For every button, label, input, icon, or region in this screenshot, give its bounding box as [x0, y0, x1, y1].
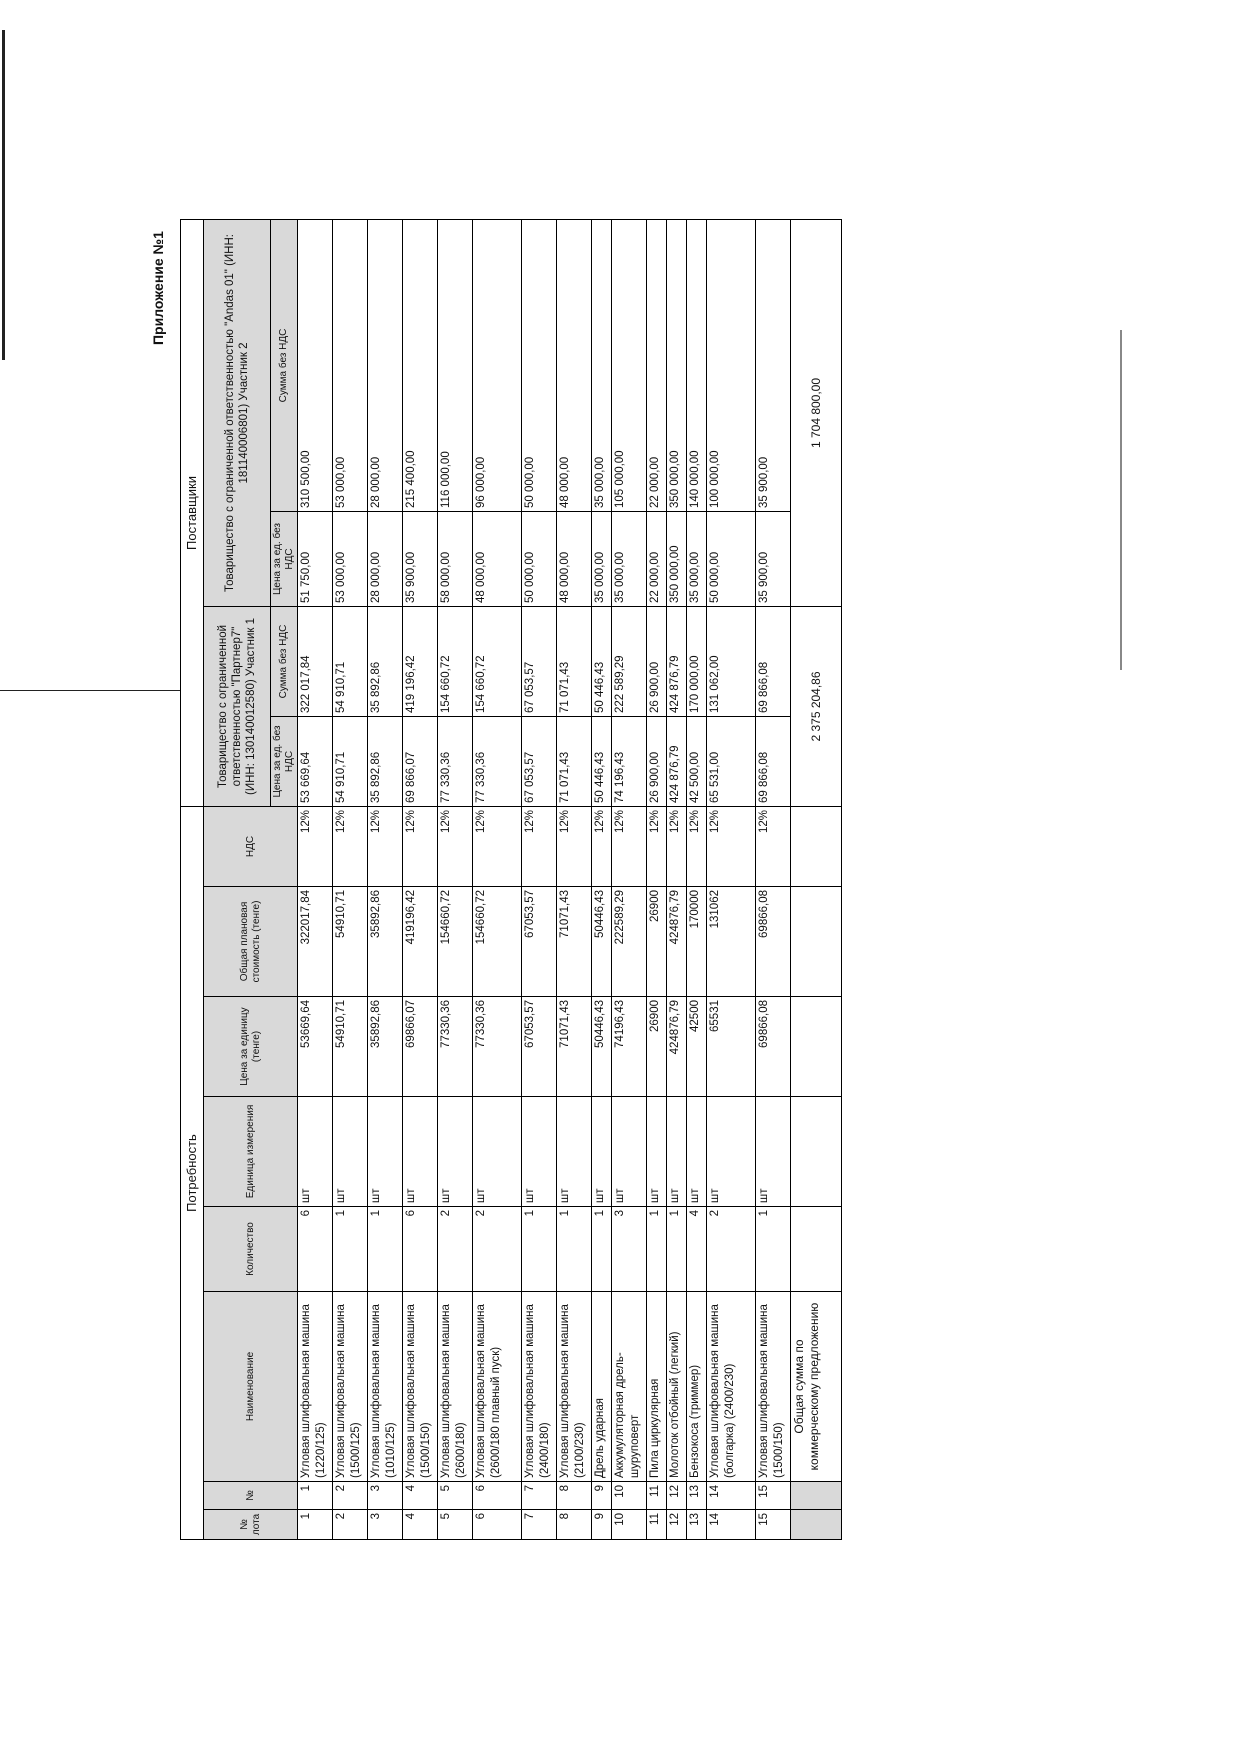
unit-price: 26900	[647, 997, 667, 1097]
supplier2-price-header: Цена за ед. без НДС	[271, 511, 298, 606]
no-cell: 7	[522, 1482, 557, 1510]
qty-cell: 2	[473, 1207, 522, 1292]
supplier1-price: 69 866,08	[756, 716, 791, 806]
totals-empty-cell	[791, 1097, 842, 1207]
unit-cell: шт	[298, 1097, 333, 1207]
item-name: Угловая шлифовальная машина (2400/180)	[522, 1292, 557, 1482]
total-cost: 69866,08	[756, 887, 791, 997]
supplier2-header: Товарищество с ограниченной ответственностью "Andas 01" (ИНН: 181140006801) Участник 2	[204, 219, 271, 606]
supplier1-price: 77 330,36	[473, 716, 522, 806]
col-price-header: Цена за единицу (тенге)	[204, 997, 298, 1097]
total-cost: 322017,84	[298, 887, 333, 997]
unit-cell: шт	[667, 1097, 687, 1207]
table-row	[612, 219, 647, 1539]
qty-cell: 6	[298, 1207, 333, 1292]
item-name: Угловая шлифовальная машина (1010/125)	[368, 1292, 403, 1482]
totals-empty-cell	[791, 887, 842, 997]
group-need-header: Потребность	[181, 806, 204, 1539]
supplier2-sum: 48 000,00	[557, 219, 592, 511]
lot-cell: 8	[557, 1510, 592, 1540]
lot-cell: 9	[592, 1510, 612, 1540]
table-row	[333, 219, 368, 1539]
item-name: Молоток отбойный (легкий)	[667, 1292, 687, 1482]
supplier2-price: 35 900,00	[403, 511, 438, 606]
supplier1-price: 71 071,43	[557, 716, 592, 806]
supplier2-total: 1 704 800,00	[791, 219, 842, 606]
unit-cell: шт	[687, 1097, 707, 1207]
supplier2-price: 48 000,00	[473, 511, 522, 606]
col-no-header: №	[204, 1482, 298, 1510]
supplier1-price: 35 892,86	[368, 716, 403, 806]
lot-cell: 6	[473, 1510, 522, 1540]
totals-lot-cell	[791, 1510, 842, 1540]
supplier1-sum: 424 876,79	[667, 606, 687, 716]
table-row	[756, 219, 791, 1539]
vat-cell: 12%	[707, 806, 756, 886]
supplier1-price-header: Цена за ед. без НДС	[271, 716, 298, 806]
unit-cell: шт	[592, 1097, 612, 1207]
supplier2-sum: 35 900,00	[756, 219, 791, 511]
supplier2-price: 48 000,00	[557, 511, 592, 606]
vat-cell: 12%	[687, 806, 707, 886]
supplier2-sum: 53 000,00	[333, 219, 368, 511]
no-cell: 1	[298, 1482, 333, 1510]
supplier1-price: 69 866,07	[403, 716, 438, 806]
vat-cell: 12%	[522, 806, 557, 886]
supplier1-sum: 35 892,86	[368, 606, 403, 716]
table-row	[592, 219, 612, 1539]
supplier1-sum: 322 017,84	[298, 606, 333, 716]
lot-cell: 13	[687, 1510, 707, 1540]
vat-cell: 12%	[756, 806, 791, 886]
supplier2-price: 51 750,00	[298, 511, 333, 606]
total-cost: 26900	[647, 887, 667, 997]
total-cost: 154660,72	[473, 887, 522, 997]
supplier1-header: Товарищество с ограниченной ответственностью "Партнер7" (ИНН: 130140012580) Участник 1	[204, 606, 271, 806]
qty-cell: 6	[403, 1207, 438, 1292]
unit-cell: шт	[647, 1097, 667, 1207]
col-unit-header: Единица измерения	[204, 1097, 298, 1207]
item-name: Угловая шлифовальная машина (болгарка) (2400/230)	[707, 1292, 756, 1482]
supplier1-sum: 67 053,57	[522, 606, 557, 716]
totals-empty-cell	[791, 806, 842, 886]
unit-price: 67053,57	[522, 997, 557, 1097]
supplier1-sum: 154 660,72	[438, 606, 473, 716]
supplier1-price: 54 910,71	[333, 716, 368, 806]
unit-price: 53669,64	[298, 997, 333, 1097]
total-cost: 131062	[707, 887, 756, 997]
totals-empty-cell	[791, 997, 842, 1097]
no-cell: 14	[707, 1482, 756, 1510]
qty-cell: 1	[368, 1207, 403, 1292]
supplier2-sum: 22 000,00	[647, 219, 667, 511]
unit-cell: шт	[522, 1097, 557, 1207]
totals-label: Общая сумма по коммерческому предложению	[791, 1292, 842, 1482]
vat-cell: 12%	[647, 806, 667, 886]
qty-cell: 1	[333, 1207, 368, 1292]
no-cell: 12	[667, 1482, 687, 1510]
total-cost: 222589,29	[612, 887, 647, 997]
table-row	[557, 219, 592, 1539]
scan-edge-mark	[1120, 330, 1122, 670]
supplier1-sum: 419 196,42	[403, 606, 438, 716]
qty-cell: 4	[687, 1207, 707, 1292]
unit-price: 77330,36	[473, 997, 522, 1097]
supplier1-total: 2 375 204,86	[791, 606, 842, 806]
supplier2-sum: 116 000,00	[438, 219, 473, 511]
supplier2-price: 53 000,00	[333, 511, 368, 606]
supplier2-sum: 35 000,00	[592, 219, 612, 511]
supplier1-sum: 222 589,29	[612, 606, 647, 716]
qty-cell: 2	[707, 1207, 756, 1292]
unit-price: 74196,43	[612, 997, 647, 1097]
vat-cell: 12%	[557, 806, 592, 886]
total-cost: 71071,43	[557, 887, 592, 997]
col-total-header: Общая плановая стоимость (тенге)	[204, 887, 298, 997]
total-cost: 419196,42	[403, 887, 438, 997]
group-suppliers-header: Поставщики	[181, 219, 204, 806]
total-cost: 54910,71	[333, 887, 368, 997]
unit-price: 69866,08	[756, 997, 791, 1097]
total-cost: 67053,57	[522, 887, 557, 997]
supplier1-sum: 54 910,71	[333, 606, 368, 716]
supplier1-price: 65 531,00	[707, 716, 756, 806]
supplier1-price: 50 446,43	[592, 716, 612, 806]
supplier2-price: 35 000,00	[612, 511, 647, 606]
table-row	[707, 219, 756, 1539]
lot-cell: 2	[333, 1510, 368, 1540]
lot-cell: 14	[707, 1510, 756, 1540]
no-cell: 15	[756, 1482, 791, 1510]
lot-cell: 5	[438, 1510, 473, 1540]
item-name: Угловая шлифовальная машина (1500/150)	[403, 1292, 438, 1482]
item-name: Аккумуляторная дрель-шуруповерт	[612, 1292, 647, 1482]
supplier2-price: 50 000,00	[522, 511, 557, 606]
unit-cell: шт	[403, 1097, 438, 1207]
comparison-table	[180, 219, 842, 1540]
no-cell: 10	[612, 1482, 647, 1510]
qty-cell: 1	[592, 1207, 612, 1292]
vat-cell: 12%	[438, 806, 473, 886]
comparison-document	[180, 220, 960, 1540]
col-qty-header: Количество	[204, 1207, 298, 1292]
unit-cell: шт	[368, 1097, 403, 1207]
item-name: Бензокоса (триммер)	[687, 1292, 707, 1482]
no-cell: 6	[473, 1482, 522, 1510]
supplier2-price: 22 000,00	[647, 511, 667, 606]
supplier1-price: 424 876,79	[667, 716, 687, 806]
total-cost: 424876,79	[667, 887, 687, 997]
lot-cell: 1	[298, 1510, 333, 1540]
item-name: Угловая шлифовальная машина (2100/230)	[557, 1292, 592, 1482]
no-cell: 2	[333, 1482, 368, 1510]
item-name: Дрель ударная	[592, 1292, 612, 1482]
total-cost: 50446,43	[592, 887, 612, 997]
vat-cell: 12%	[368, 806, 403, 886]
vat-cell: 12%	[667, 806, 687, 886]
table-row	[403, 219, 438, 1539]
lot-cell: 4	[403, 1510, 438, 1540]
table-row	[298, 219, 333, 1539]
qty-cell: 1	[647, 1207, 667, 1292]
no-cell: 9	[592, 1482, 612, 1510]
table-row	[438, 219, 473, 1539]
table-row	[687, 219, 707, 1539]
no-cell: 4	[403, 1482, 438, 1510]
supplier1-price: 26 900,00	[647, 716, 667, 806]
table-row	[522, 219, 557, 1539]
supplier2-price: 350 000,00	[667, 511, 687, 606]
supplier1-sum: 131 062,00	[707, 606, 756, 716]
qty-cell: 2	[438, 1207, 473, 1292]
supplier1-price: 77 330,36	[438, 716, 473, 806]
lot-cell: 3	[368, 1510, 403, 1540]
lot-cell: 10	[612, 1510, 647, 1540]
total-cost: 170000	[687, 887, 707, 997]
item-name: Угловая шлифовальная машина (1500/150)	[756, 1292, 791, 1482]
supplier2-sum-header: Сумма без НДС	[271, 219, 298, 511]
supplier2-sum: 215 400,00	[403, 219, 438, 511]
supplier2-sum: 140 000,00	[687, 219, 707, 511]
supplier2-price: 35 900,00	[756, 511, 791, 606]
supplier2-price: 35 000,00	[687, 511, 707, 606]
no-cell: 3	[368, 1482, 403, 1510]
lot-cell: 12	[667, 1510, 687, 1540]
supplier2-sum: 350 000,00	[667, 219, 687, 511]
supplier1-price: 74 196,43	[612, 716, 647, 806]
item-name: Угловая шлифовальная машина (1500/125)	[333, 1292, 368, 1482]
no-cell: 5	[438, 1482, 473, 1510]
item-name: Угловая шлифовальная машина (2600/180)	[438, 1292, 473, 1482]
unit-price: 54910,71	[333, 997, 368, 1097]
total-cost: 35892,86	[368, 887, 403, 997]
supplier1-sum: 69 866,08	[756, 606, 791, 716]
scan-edge-mark	[0, 690, 190, 691]
table-row	[667, 219, 687, 1539]
supplier2-sum: 96 000,00	[473, 219, 522, 511]
lot-cell: 11	[647, 1510, 667, 1540]
lot-cell: 7	[522, 1510, 557, 1540]
totals-empty-cell	[791, 1207, 842, 1292]
unit-price: 71071,43	[557, 997, 592, 1097]
totals-no-cell	[791, 1482, 842, 1510]
supplier2-sum: 100 000,00	[707, 219, 756, 511]
unit-price: 42500	[687, 997, 707, 1097]
unit-cell: шт	[557, 1097, 592, 1207]
unit-price: 50446,43	[592, 997, 612, 1097]
item-name: Угловая шлифовальная машина (2600/180 плавный пуск)	[473, 1292, 522, 1482]
unit-price: 424876,79	[667, 997, 687, 1097]
lot-cell: 15	[756, 1510, 791, 1540]
supplier1-sum: 71 071,43	[557, 606, 592, 716]
unit-price: 35892,86	[368, 997, 403, 1097]
col-lot-header: № лота	[204, 1510, 298, 1540]
appendix-title: Приложение №1	[150, 231, 166, 345]
group-header-row	[181, 219, 204, 1539]
vat-cell: 12%	[403, 806, 438, 886]
supplier2-price: 58 000,00	[438, 511, 473, 606]
vat-cell: 12%	[333, 806, 368, 886]
table-row	[647, 219, 667, 1539]
column-header-row	[204, 219, 271, 1539]
table-row	[368, 219, 403, 1539]
supplier2-sum: 50 000,00	[522, 219, 557, 511]
supplier1-sum: 26 900,00	[647, 606, 667, 716]
unit-cell: шт	[707, 1097, 756, 1207]
supplier2-sum: 105 000,00	[612, 219, 647, 511]
supplier2-sum: 310 500,00	[298, 219, 333, 511]
col-name-header: Наименование	[204, 1292, 298, 1482]
qty-cell: 1	[667, 1207, 687, 1292]
col-vat-header: НДС	[204, 806, 298, 886]
qty-cell: 1	[756, 1207, 791, 1292]
supplier2-price: 35 000,00	[592, 511, 612, 606]
qty-cell: 1	[557, 1207, 592, 1292]
vat-cell: 12%	[592, 806, 612, 886]
no-cell: 13	[687, 1482, 707, 1510]
item-name: Угловая шлифовальная машина (1220/125)	[298, 1292, 333, 1482]
table-body	[298, 219, 791, 1539]
unit-cell: шт	[333, 1097, 368, 1207]
unit-cell: шт	[438, 1097, 473, 1207]
no-cell: 11	[647, 1482, 667, 1510]
item-name: Пила циркулярная	[647, 1292, 667, 1482]
totals-row	[791, 219, 842, 1539]
vat-cell: 12%	[612, 806, 647, 886]
scan-edge-mark	[2, 30, 5, 360]
unit-cell: шт	[756, 1097, 791, 1207]
unit-cell: шт	[473, 1097, 522, 1207]
supplier1-price: 67 053,57	[522, 716, 557, 806]
unit-price: 65531	[707, 997, 756, 1097]
supplier1-price: 42 500,00	[687, 716, 707, 806]
supplier2-sum: 28 000,00	[368, 219, 403, 511]
qty-cell: 1	[522, 1207, 557, 1292]
supplier1-sum-header: Сумма без НДС	[271, 606, 298, 716]
unit-price: 77330,36	[438, 997, 473, 1097]
unit-price: 69866,07	[403, 997, 438, 1097]
supplier1-price: 53 669,64	[298, 716, 333, 806]
supplier2-price: 50 000,00	[707, 511, 756, 606]
no-cell: 8	[557, 1482, 592, 1510]
table-row	[473, 219, 522, 1539]
total-cost: 154660,72	[438, 887, 473, 997]
supplier2-price: 28 000,00	[368, 511, 403, 606]
unit-cell: шт	[612, 1097, 647, 1207]
qty-cell: 3	[612, 1207, 647, 1292]
supplier1-sum: 170 000,00	[687, 606, 707, 716]
supplier1-sum: 154 660,72	[473, 606, 522, 716]
vat-cell: 12%	[473, 806, 522, 886]
vat-cell: 12%	[298, 806, 333, 886]
supplier1-sum: 50 446,43	[592, 606, 612, 716]
